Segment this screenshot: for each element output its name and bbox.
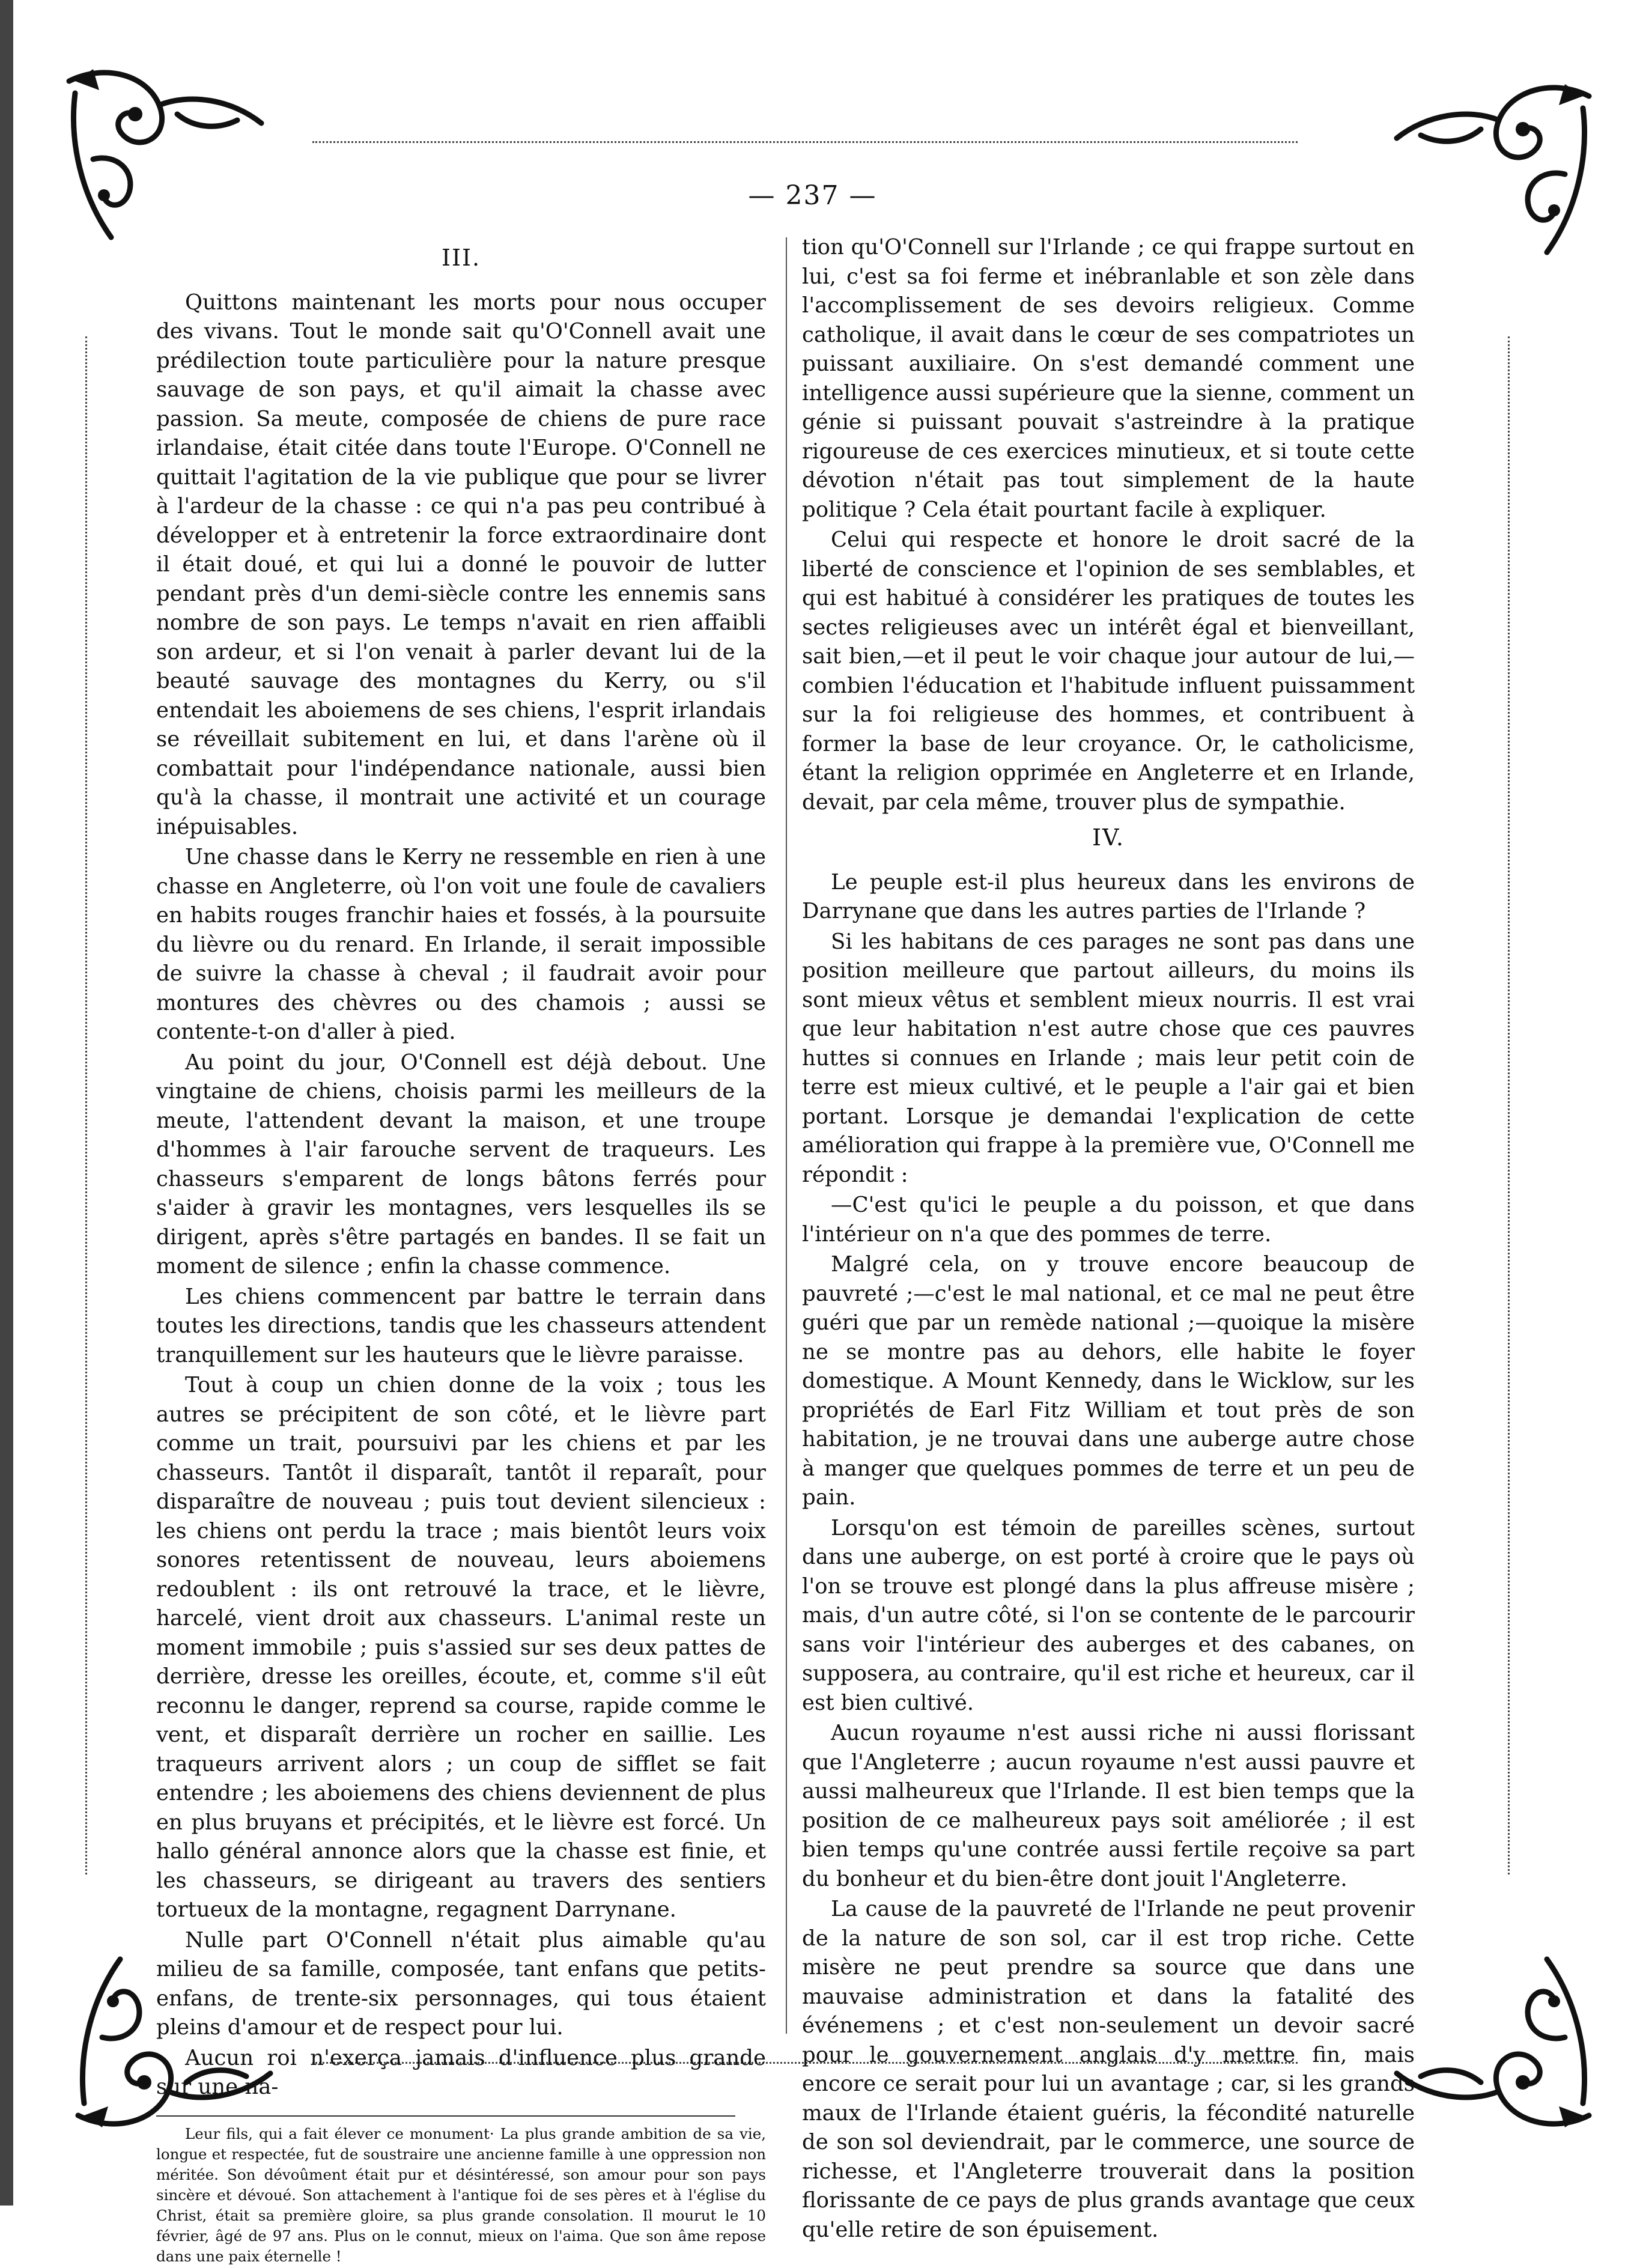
paragraph: Malgré cela, on y trouve encore beaucoup de pauvreté ;—c'est le mal national, et ce mal ne peut être guéri que par un remède national ;—quoique la misère ne se montre pas au dehors, elle habite le foyer domestique. A Mount Kennedy, dans le Wicklow, sur les propriétés de Earl Fitz William et tout près de son habitation, je ne trouvai dans une auberge autre chose à manger que quelques pommes de terre et un peu de pain.	[802, 1252, 1415, 1510]
column-divider	[786, 237, 787, 2034]
section-heading-iii: III.	[441, 245, 481, 271]
footnote: Leur fils, qui a fait élever ce monument· La plus grande ambition de sa vie, longue et respectée, fut de soustraire une ancienne famille à une oppression non méritée. Son dévoûment était pur et désintéressé, son amour pour son pays sincère et dévoué. Son attachement à l'antique foi de ses pères et à l'église du Christ, était sa première gloire, sa plus grande consolation. Il mourut le 10 février, âgé de 97 ans. Plus on le connut, mieux on l'aima. Que son âme repose dans une paix éternelle !	[156, 2124, 766, 2265]
corner-ornament-top-left	[57, 57, 273, 261]
corner-ornament-top-right	[1385, 72, 1601, 276]
paragraph: Le peuple est-il plus heureux dans les environs de Darrynane que dans les autres parties de l'Irlande ?	[802, 869, 1415, 923]
paragraph: Celui qui respecte et honore le droit sacré de la liberté de conscience et l'opinion de ses semblables, et qui est habitué à considérer les pratiques de toutes les sectes religieuses avec un intérêt égal et bienveillant, sait bien,—et il peut le voir chaque jour autour de lui,—combien l'éducation et l'habitude influent puissamment sur la foi religieuse des hommes, et contribuent à former la base de leur croyance. Or, le catholicisme, étant la religion opprimée en Angleterre et en Irlande, devait, par cela même, trouver plus de sympathie.	[802, 527, 1415, 815]
paragraph: —C'est qu'ici le peuple a du poisson, et que dans l'intérieur on n'a que des pommes de terre.	[802, 1193, 1415, 1247]
paragraph: Si les habitans de ces parages ne sont pas dans une position meilleure que partout ailleurs, du moins ils sont mieux vêtus et semblent mieux nourris. Il est vrai que leur habitation n'est autre chose que ces pauvres huttes si connues en Irlande ; mais leur petit coin de terre est mieux cultivé, et le peuple a l'air gai et bien portant. Lorsque je demandai l'explication de cette amélioration qui frappe à la première vue, O'Connell me répondit :	[802, 929, 1415, 1187]
paragraph: Lorsqu'on est témoin de pareilles scènes, surtout dans une auberge, on est porté à croire que le pays où l'on se trouve est plongé dans la plus affreuse misère ; mais, d'un autre côté, si l'on se contente de le parcourir sans voir l'intérieur des auberges et des cabanes, on supposera, au contraire, qu'il est riche et heureux, car il est bien cultivé.	[802, 1515, 1415, 1715]
scroll-ornament-icon	[57, 57, 273, 261]
scroll-ornament-icon	[1385, 1935, 1601, 2139]
left-column	[156, 237, 766, 2268]
paragraph: La cause de la pauvreté de l'Irlande ne peut provenir de la nature de son sol, car il est trop riche. Cette misère ne peut prendre sa source que dans une mauvaise administration et dans la fatalité des événemens ; et c'est non-seulement un devoir sacré pour le gouvernement anglais d'y mettre fin, mais encore ce serait pour lui un avantage ; car, si les grands maux de l'Irlande étaient guéris, la fécondité naturelle de son sol deviendrait, par le commerce, une source de richesse, et l'Angleterre trouverait dans la position florissante de ce pays de plus grands avantage que ceux qu'elle retire de son épuisement.	[802, 1897, 1415, 2242]
paragraph-continued: tion qu'O'Connell sur l'Irlande ; ce qui frappe surtout en lui, c'est sa foi ferme et inébranlable et son zèle dans l'accomplissement de ses devoirs religieux. Comme catholique, il avait dans le cœur de ses compatriotes un puissant auxiliaire. On s'est demandé comment une intelligence aussi supérieure que la sienne, comment un génie si puissant pouvait s'astreindre à la pratique rigoureuse de ces exercices minutieux, et si toute cette dévotion n'était pas tout simplement de la haute politique ? Cela était pourtant facile à expliquer.	[802, 235, 1415, 522]
border-rule-top	[312, 141, 1298, 143]
corner-ornament-bottom-right	[1385, 1935, 1601, 2139]
page-number: — 237 —	[748, 180, 877, 211]
paragraph: Au point du jour, O'Connell est déjà debout. Une vingtaine de chiens, choisis parmi les meilleurs de la meute, l'attendent devant la maison, et une troupe d'hommes à l'air farouche servent de traqueurs. Les chasseurs s'emparent de longs bâtons ferrés pour s'aider à gravir les montagnes, vers lesquelles ils se dirigent, après s'être partagés en bandes. Il se fait un moment de silence ; enfin la chasse commence.	[156, 1050, 766, 1278]
footnote-separator	[156, 2115, 735, 2117]
paragraph: Quittons maintenant les morts pour nous occuper des vivans. Tout le monde sait qu'O'Connell avait une prédilection toute particulière pour la nature presque sauvage de son pays, et qu'il aimait la chasse avec passion. Sa meute, composée de chiens de pure race irlandaise, était citée dans toute l'Europe. O'Connell ne quittait l'agitation de la vie publique que pour se livrer à l'ardeur de la chasse : ce qui n'a pas peu contribué à développer et à entretenir la force extraordinaire dont il était doué, et qui lui a donné le pouvoir de lutter pendant près d'un demi-siècle contre les ennemis sans nombre de son pays. Le temps n'avait en rien affaibli son ardeur, et si l'on venait à parler devant lui de la beauté sauvage des montagnes du Kerry, ou s'il entendait les aboiemens de ses chiens, l'esprit irlandais se réveillait subitement en lui, et dans l'arène où il combattait pour l'indépendance nationale, aussi bien qu'à la chasse, il montrait une activité et un courage inépuisables.	[156, 290, 766, 839]
paragraph: Aucun royaume n'est aussi riche ni aussi florissant que l'Angleterre ; aucun royaume n'est aussi pauvre et aussi malheureux que l'Irlande. Il est bien temps que la position de ce malheureux pays soit améliorée ; il est bien temps qu'une contrée aussi fertile reçoive sa part du bonheur et du bien-être dont jouit l'Angleterre.	[802, 1721, 1415, 1891]
paragraph: Tout à coup un chien donne de la voix ; tous les autres se précipitent de son côté, et le lièvre part comme un trait, poursuivi par les chiens et par les chasseurs. Tantôt il disparaît, tantôt il reparaît, pour disparaître de nouveau ; puis tout devient silencieux : les chiens ont perdu la trace ; mais bientôt leurs voix sonores retentissent de nouveau, leurs aboiemens redoublent : ils ont retrouvé la trace, et le lièvre, harcelé, vient droit aux chasseurs. L'animal reste un moment immobile ; puis s'assied sur ses deux pattes de derrière, dresse les oreilles, écoute, et, comme s'il eût reconnu le danger, reprend sa course, rapide comme le vent, et disparaît derrière un rocher en saillie. Les traqueurs arrivent alors ; un coup de sifflet se fait entendre ; les aboiemens des chiens deviennent de plus en plus bruyans et précipités, et le lièvre est forcé. Un hallo général annonce alors que la chasse est finie, et les chasseurs, se dirigeant au travers des sentiers tortueux de la montagne, regagnent Darrynane.	[156, 1373, 766, 1922]
right-column	[802, 233, 1415, 2246]
paragraph: Nulle part O'Connell n'était plus aimable qu'au milieu de sa famille, composée, tant enfans que petits-enfans, de trente-six personnages, qui tous étaient pleins d'amour et de respect pour lui.	[156, 1927, 766, 2040]
scroll-ornament-icon	[1385, 72, 1601, 276]
border-rule-left	[85, 336, 87, 1874]
section-heading-iv: IV.	[1092, 824, 1125, 851]
scan-edge-shadow	[0, 0, 13, 2206]
paragraph: Une chasse dans le Kerry ne ressemble en rien à une chasse en Angleterre, où l'on voit une foule de cavaliers en habits rouges franchir haies et fossés, à la poursuite du lièvre ou du renard. En Irlande, il serait impossible de suivre la chasse à cheval ; il faudrait avoir pour montures des chèvres ou des chamois ; aussi se contente-t-on d'aller à pied.	[156, 845, 766, 1044]
border-rule-right	[1508, 336, 1510, 1874]
paragraph: Aucun roi n'exerça jamais d'influence plus grande sur une na-	[156, 2045, 766, 2099]
paragraph: Les chiens commencent par battre le terrain dans toutes les directions, tandis que les chasseurs attendent tranquillement sur les hauteurs que le lièvre paraisse.	[156, 1284, 766, 1367]
